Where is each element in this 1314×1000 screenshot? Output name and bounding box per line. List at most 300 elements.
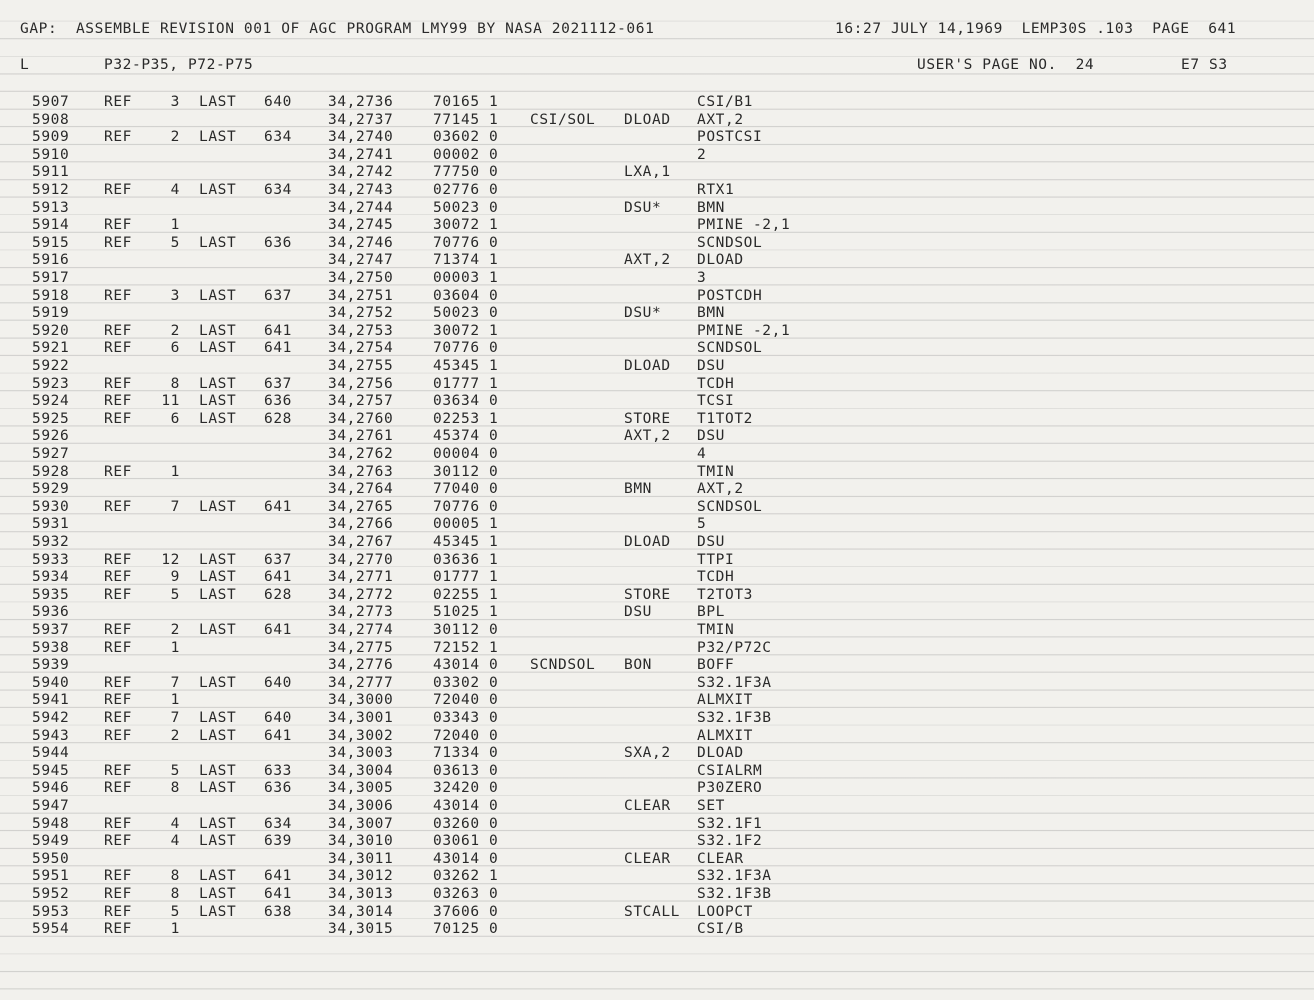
last-keyword: LAST (199, 498, 237, 515)
octal-word: 70165 1 (433, 94, 499, 110)
listing-row (0, 427, 1314, 445)
operand: AXT,2 (697, 111, 744, 128)
last-keyword: LAST (199, 674, 237, 691)
listing-row (0, 850, 1314, 868)
octal-word: 03613 0 (433, 762, 499, 779)
memory-address: 34,2737 (328, 111, 394, 128)
operand: ALMXIT (697, 692, 753, 709)
memory-address: 34,2754 (328, 340, 394, 357)
memory-address: 34,3005 (328, 780, 394, 797)
last-keyword: LAST (199, 762, 237, 779)
ref-keyword: REF (104, 393, 132, 410)
last-page: 634 (264, 182, 292, 198)
opcode: CLEAR (624, 850, 671, 867)
line-number: 5953 (32, 903, 70, 920)
memory-address: 34,2767 (328, 534, 394, 550)
octal-word: 70776 0 (433, 234, 499, 251)
memory-address: 34,2757 (328, 393, 394, 410)
octal-word: 03602 0 (433, 129, 499, 146)
octal-word: 30112 0 (433, 463, 499, 480)
ref-count: 7 (170, 710, 180, 726)
memory-address: 34,2766 (328, 516, 394, 533)
octal-word: 51025 1 (433, 604, 499, 621)
line-number: 5939 (32, 657, 70, 674)
last-page: 634 (264, 129, 292, 146)
listing-row (0, 533, 1314, 551)
operand: AXT,2 (697, 481, 744, 498)
listing-row (0, 797, 1314, 815)
listing-row (0, 410, 1314, 428)
opcode: DLOAD (624, 111, 671, 128)
octal-word: 03343 0 (433, 710, 499, 726)
listing-row (0, 903, 1314, 921)
last-page: 641 (264, 622, 292, 638)
ref-keyword: REF (104, 182, 132, 198)
ref-count: 5 (170, 586, 180, 603)
operand: T1TOT2 (697, 410, 753, 427)
listing-row (0, 463, 1314, 481)
memory-address: 34,3006 (328, 798, 394, 814)
listing-row (0, 322, 1314, 340)
memory-address: 34,2770 (328, 551, 394, 568)
line-number: 5916 (32, 252, 70, 269)
ref-count: 2 (170, 622, 180, 638)
line-number: 5927 (32, 446, 70, 462)
octal-word: 03262 1 (433, 868, 499, 885)
last-keyword: LAST (199, 868, 237, 885)
ref-count: 3 (170, 94, 180, 110)
listing-row (0, 163, 1314, 181)
listing-row (0, 339, 1314, 357)
last-page: 628 (264, 586, 292, 603)
octal-word: 03061 0 (433, 833, 499, 850)
operand: POSTCSI (697, 129, 763, 146)
octal-word: 71334 0 (433, 745, 499, 762)
line-number: 5944 (32, 745, 70, 762)
last-keyword: LAST (199, 182, 237, 198)
ref-keyword: REF (104, 727, 132, 744)
ref-keyword: REF (104, 129, 132, 146)
memory-address: 34,2753 (328, 322, 394, 339)
octal-word: 00002 0 (433, 146, 499, 163)
line-number: 5913 (32, 199, 70, 216)
memory-address: 34,2741 (328, 146, 394, 163)
last-page: 640 (264, 674, 292, 691)
operand: 3 (697, 270, 707, 286)
ref-keyword: REF (104, 586, 132, 603)
octal-word: 70776 0 (433, 498, 499, 515)
octal-word: 77040 0 (433, 481, 499, 498)
operand: DLOAD (697, 745, 744, 762)
memory-address: 34,2773 (328, 604, 394, 621)
octal-word: 03604 0 (433, 287, 499, 304)
listing-row (0, 815, 1314, 833)
ref-keyword: REF (104, 674, 132, 691)
ref-keyword: REF (104, 234, 132, 251)
octal-word: 43014 0 (433, 657, 499, 674)
memory-address: 34,2752 (328, 305, 394, 322)
operand: DSU (697, 428, 725, 445)
ref-count: 1 (170, 692, 180, 709)
line-number: 5942 (32, 710, 70, 726)
octal-word: 03636 1 (433, 551, 499, 568)
last-page: 633 (264, 762, 292, 779)
operand: BOFF (697, 657, 735, 674)
octal-word: 00005 1 (433, 516, 499, 533)
octal-word: 03302 0 (433, 674, 499, 691)
memory-address: 34,2765 (328, 498, 394, 515)
memory-address: 34,2776 (328, 657, 394, 674)
line-number: 5909 (32, 129, 70, 146)
last-keyword: LAST (199, 727, 237, 744)
ref-count: 11 (161, 393, 180, 410)
ref-keyword: REF (104, 498, 132, 515)
ref-keyword: REF (104, 921, 132, 938)
operand: DLOAD (697, 252, 744, 269)
ref-keyword: REF (104, 833, 132, 850)
listing-marker: L (20, 57, 30, 73)
last-keyword: LAST (199, 569, 237, 586)
section-header (0, 57, 1314, 77)
octal-word: 01777 1 (433, 569, 499, 586)
octal-word: 77750 0 (433, 164, 499, 181)
ref-count: 1 (170, 463, 180, 480)
octal-word: 43014 0 (433, 850, 499, 867)
listing-row (0, 621, 1314, 639)
operand: SCNDSOL (697, 498, 763, 515)
memory-address: 34,2762 (328, 446, 394, 462)
last-keyword: LAST (199, 129, 237, 146)
last-page: 637 (264, 551, 292, 568)
operand: TCSI (697, 393, 735, 410)
last-keyword: LAST (199, 287, 237, 304)
last-page: 640 (264, 94, 292, 110)
last-keyword: LAST (199, 815, 237, 832)
line-number: 5950 (32, 850, 70, 867)
last-page: 634 (264, 815, 292, 832)
operand: ALMXIT (697, 727, 753, 744)
octal-word: 32420 0 (433, 780, 499, 797)
opcode: BON (624, 657, 652, 674)
octal-word: 01777 1 (433, 375, 499, 392)
ref-keyword: REF (104, 340, 132, 357)
line-number: 5930 (32, 498, 70, 515)
listing-row (0, 357, 1314, 375)
listing-row (0, 709, 1314, 727)
ref-keyword: REF (104, 780, 132, 797)
operand: TMIN (697, 622, 735, 638)
listing-row (0, 251, 1314, 269)
last-keyword: LAST (199, 622, 237, 638)
ref-count: 4 (170, 182, 180, 198)
operand: SCNDSOL (697, 340, 763, 357)
octal-word: 03260 0 (433, 815, 499, 832)
memory-address: 34,2755 (328, 358, 394, 374)
line-number: 5947 (32, 798, 70, 814)
ref-keyword: REF (104, 322, 132, 339)
operand: CLEAR (697, 850, 744, 867)
line-number: 5936 (32, 604, 70, 621)
octal-word: 70125 0 (433, 921, 499, 938)
octal-word: 45374 0 (433, 428, 499, 445)
memory-address: 34,2775 (328, 639, 394, 656)
line-number: 5945 (32, 762, 70, 779)
operand: S32.1F3B (697, 710, 772, 726)
listing-row (0, 885, 1314, 903)
listing-row (0, 867, 1314, 885)
line-number: 5924 (32, 393, 70, 410)
memory-address: 34,3000 (328, 692, 394, 709)
line-number: 5952 (32, 886, 70, 902)
ref-count: 8 (170, 375, 180, 392)
operand: 5 (697, 516, 707, 533)
listing-row (0, 515, 1314, 533)
ref-count: 2 (170, 129, 180, 146)
listing-row (0, 93, 1314, 111)
memory-address: 34,2774 (328, 622, 394, 638)
last-keyword: LAST (199, 322, 237, 339)
opcode: DLOAD (624, 534, 671, 550)
operand: T2TOT3 (697, 586, 753, 603)
listing-row (0, 603, 1314, 621)
line-number: 5922 (32, 358, 70, 374)
ref-count: 1 (170, 217, 180, 234)
opcode: BMN (624, 481, 652, 498)
memory-address: 34,2743 (328, 182, 394, 198)
line-number: 5929 (32, 481, 70, 498)
opcode: AXT,2 (624, 252, 671, 269)
line-number: 5951 (32, 868, 70, 885)
last-page: 640 (264, 710, 292, 726)
ref-count: 1 (170, 639, 180, 656)
opcode: STORE (624, 410, 671, 427)
ref-count: 5 (170, 903, 180, 920)
listing-row (0, 234, 1314, 252)
ref-keyword: REF (104, 762, 132, 779)
operand: DSU (697, 358, 725, 374)
memory-address: 34,2742 (328, 164, 394, 181)
memory-address: 34,2772 (328, 586, 394, 603)
ref-keyword: REF (104, 622, 132, 638)
octal-word: 50023 0 (433, 199, 499, 216)
octal-word: 71374 1 (433, 252, 499, 269)
line-number: 5934 (32, 569, 70, 586)
ref-count: 6 (170, 410, 180, 427)
ref-keyword: REF (104, 569, 132, 586)
section-title: P32-P35, P72-P75 (104, 57, 254, 73)
opcode: STCALL (624, 903, 680, 920)
operand: 4 (697, 446, 707, 462)
listing-row (0, 762, 1314, 780)
last-keyword: LAST (199, 551, 237, 568)
line-number: 5948 (32, 815, 70, 832)
line-number: 5926 (32, 428, 70, 445)
last-keyword: LAST (199, 586, 237, 603)
assembly-title: GAP: ASSEMBLE REVISION 001 OF AGC PROGRAM LMY99 BY NASA 2021112-061 (20, 21, 655, 37)
last-page: 637 (264, 375, 292, 392)
listing-row (0, 744, 1314, 762)
line-number: 5908 (32, 111, 70, 128)
last-keyword: LAST (199, 234, 237, 251)
memory-address: 34,3007 (328, 815, 394, 832)
line-number: 5928 (32, 463, 70, 480)
memory-address: 34,3012 (328, 868, 394, 885)
octal-word: 50023 0 (433, 305, 499, 322)
operand: TCDH (697, 375, 735, 392)
last-keyword: LAST (199, 833, 237, 850)
line-number: 5938 (32, 639, 70, 656)
octal-word: 72040 0 (433, 692, 499, 709)
ref-count: 4 (170, 815, 180, 832)
last-keyword: LAST (199, 410, 237, 427)
memory-address: 34,2740 (328, 129, 394, 146)
line-number: 5910 (32, 146, 70, 163)
octal-word: 00004 0 (433, 446, 499, 462)
last-keyword: LAST (199, 94, 237, 110)
memory-address: 34,3001 (328, 710, 394, 726)
line-number: 5933 (32, 551, 70, 568)
ref-count: 1 (170, 921, 180, 938)
memory-address: 34,2745 (328, 217, 394, 234)
listing-row (0, 392, 1314, 410)
line-number: 5912 (32, 182, 70, 198)
line-number: 5914 (32, 217, 70, 234)
line-number: 5937 (32, 622, 70, 638)
ref-count: 5 (170, 762, 180, 779)
operand: CSI/B (697, 921, 744, 938)
ref-keyword: REF (104, 868, 132, 885)
octal-word: 77145 1 (433, 111, 499, 128)
ref-count: 8 (170, 886, 180, 902)
octal-word: 00003 1 (433, 270, 499, 286)
listing-row (0, 128, 1314, 146)
last-page: 641 (264, 322, 292, 339)
last-keyword: LAST (199, 393, 237, 410)
line-number: 5920 (32, 322, 70, 339)
line-number: 5943 (32, 727, 70, 744)
octal-word: 03263 0 (433, 886, 499, 902)
operand: BPL (697, 604, 725, 621)
memory-address: 34,2763 (328, 463, 394, 480)
octal-word: 72040 0 (433, 727, 499, 744)
ref-keyword: REF (104, 551, 132, 568)
ref-count: 6 (170, 340, 180, 357)
opcode: DSU* (624, 199, 662, 216)
operand: 2 (697, 146, 707, 163)
opcode: DSU* (624, 305, 662, 322)
operand: PMINE -2,1 (697, 322, 791, 339)
memory-address: 34,2756 (328, 375, 394, 392)
ref-count: 7 (170, 674, 180, 691)
last-keyword: LAST (199, 780, 237, 797)
listing-row (0, 568, 1314, 586)
last-page: 641 (264, 727, 292, 744)
octal-word: 02776 0 (433, 182, 499, 198)
ref-count: 7 (170, 498, 180, 515)
memory-address: 34,3015 (328, 921, 394, 938)
memory-address: 34,2746 (328, 234, 394, 251)
operand: CSIALRM (697, 762, 763, 779)
operand: S32.1F3A (697, 674, 772, 691)
line-number: 5907 (32, 94, 70, 110)
ref-keyword: REF (104, 94, 132, 110)
timestamp-page-info: 16:27 JULY 14,1969 LEMP30S .103 PAGE 641 (835, 21, 1237, 37)
octal-word: 02253 1 (433, 410, 499, 427)
assembly-header (0, 21, 1314, 41)
octal-word: 02255 1 (433, 586, 499, 603)
opcode: SXA,2 (624, 745, 671, 762)
memory-address: 34,2760 (328, 410, 394, 427)
octal-word: 72152 1 (433, 639, 499, 656)
listing-row (0, 674, 1314, 692)
memory-address: 34,2751 (328, 287, 394, 304)
sheet-code: E7 S3 (1181, 57, 1228, 73)
last-page: 636 (264, 393, 292, 410)
memory-address: 34,3011 (328, 850, 394, 867)
ref-keyword: REF (104, 287, 132, 304)
operand: TCDH (697, 569, 735, 586)
listing-row (0, 146, 1314, 164)
ref-keyword: REF (104, 463, 132, 480)
line-number: 5918 (32, 287, 70, 304)
user-page-number: USER'S PAGE NO. 24 (917, 57, 1095, 73)
line-number: 5931 (32, 516, 70, 533)
listing-row (0, 181, 1314, 199)
last-page: 628 (264, 410, 292, 427)
listing-row (0, 216, 1314, 234)
octal-word: 30072 1 (433, 322, 499, 339)
operand: SCNDSOL (697, 234, 763, 251)
opcode: AXT,2 (624, 428, 671, 445)
line-number: 5954 (32, 921, 70, 938)
line-number: 5915 (32, 234, 70, 251)
line-number: 5932 (32, 534, 70, 550)
memory-address: 34,3004 (328, 762, 394, 779)
ref-keyword: REF (104, 217, 132, 234)
operand: TTPI (697, 551, 735, 568)
ref-count: 12 (161, 551, 180, 568)
operand: CSI/B1 (697, 94, 753, 110)
ref-keyword: REF (104, 815, 132, 832)
operand: S32.1F3A (697, 868, 772, 885)
listing-row (0, 304, 1314, 322)
operand: RTX1 (697, 182, 735, 198)
last-keyword: LAST (199, 886, 237, 902)
last-page: 641 (264, 868, 292, 885)
last-page: 637 (264, 287, 292, 304)
listing-row (0, 727, 1314, 745)
octal-word: 45345 1 (433, 358, 499, 374)
memory-address: 34,3010 (328, 833, 394, 850)
memory-address: 34,3002 (328, 727, 394, 744)
last-page: 641 (264, 569, 292, 586)
operand: PMINE -2,1 (697, 217, 791, 234)
line-number: 5921 (32, 340, 70, 357)
listing-row (0, 920, 1314, 938)
operand: POSTCDH (697, 287, 763, 304)
operand: S32.1F3B (697, 886, 772, 902)
ref-keyword: REF (104, 410, 132, 427)
last-page: 638 (264, 903, 292, 920)
symbol-label: CSI/SOL (530, 111, 596, 128)
opcode: DLOAD (624, 358, 671, 374)
ref-count: 8 (170, 868, 180, 885)
listing-row (0, 375, 1314, 393)
line-number: 5946 (32, 780, 70, 797)
listing-row (0, 269, 1314, 287)
line-number: 5923 (32, 375, 70, 392)
listing-row (0, 199, 1314, 217)
